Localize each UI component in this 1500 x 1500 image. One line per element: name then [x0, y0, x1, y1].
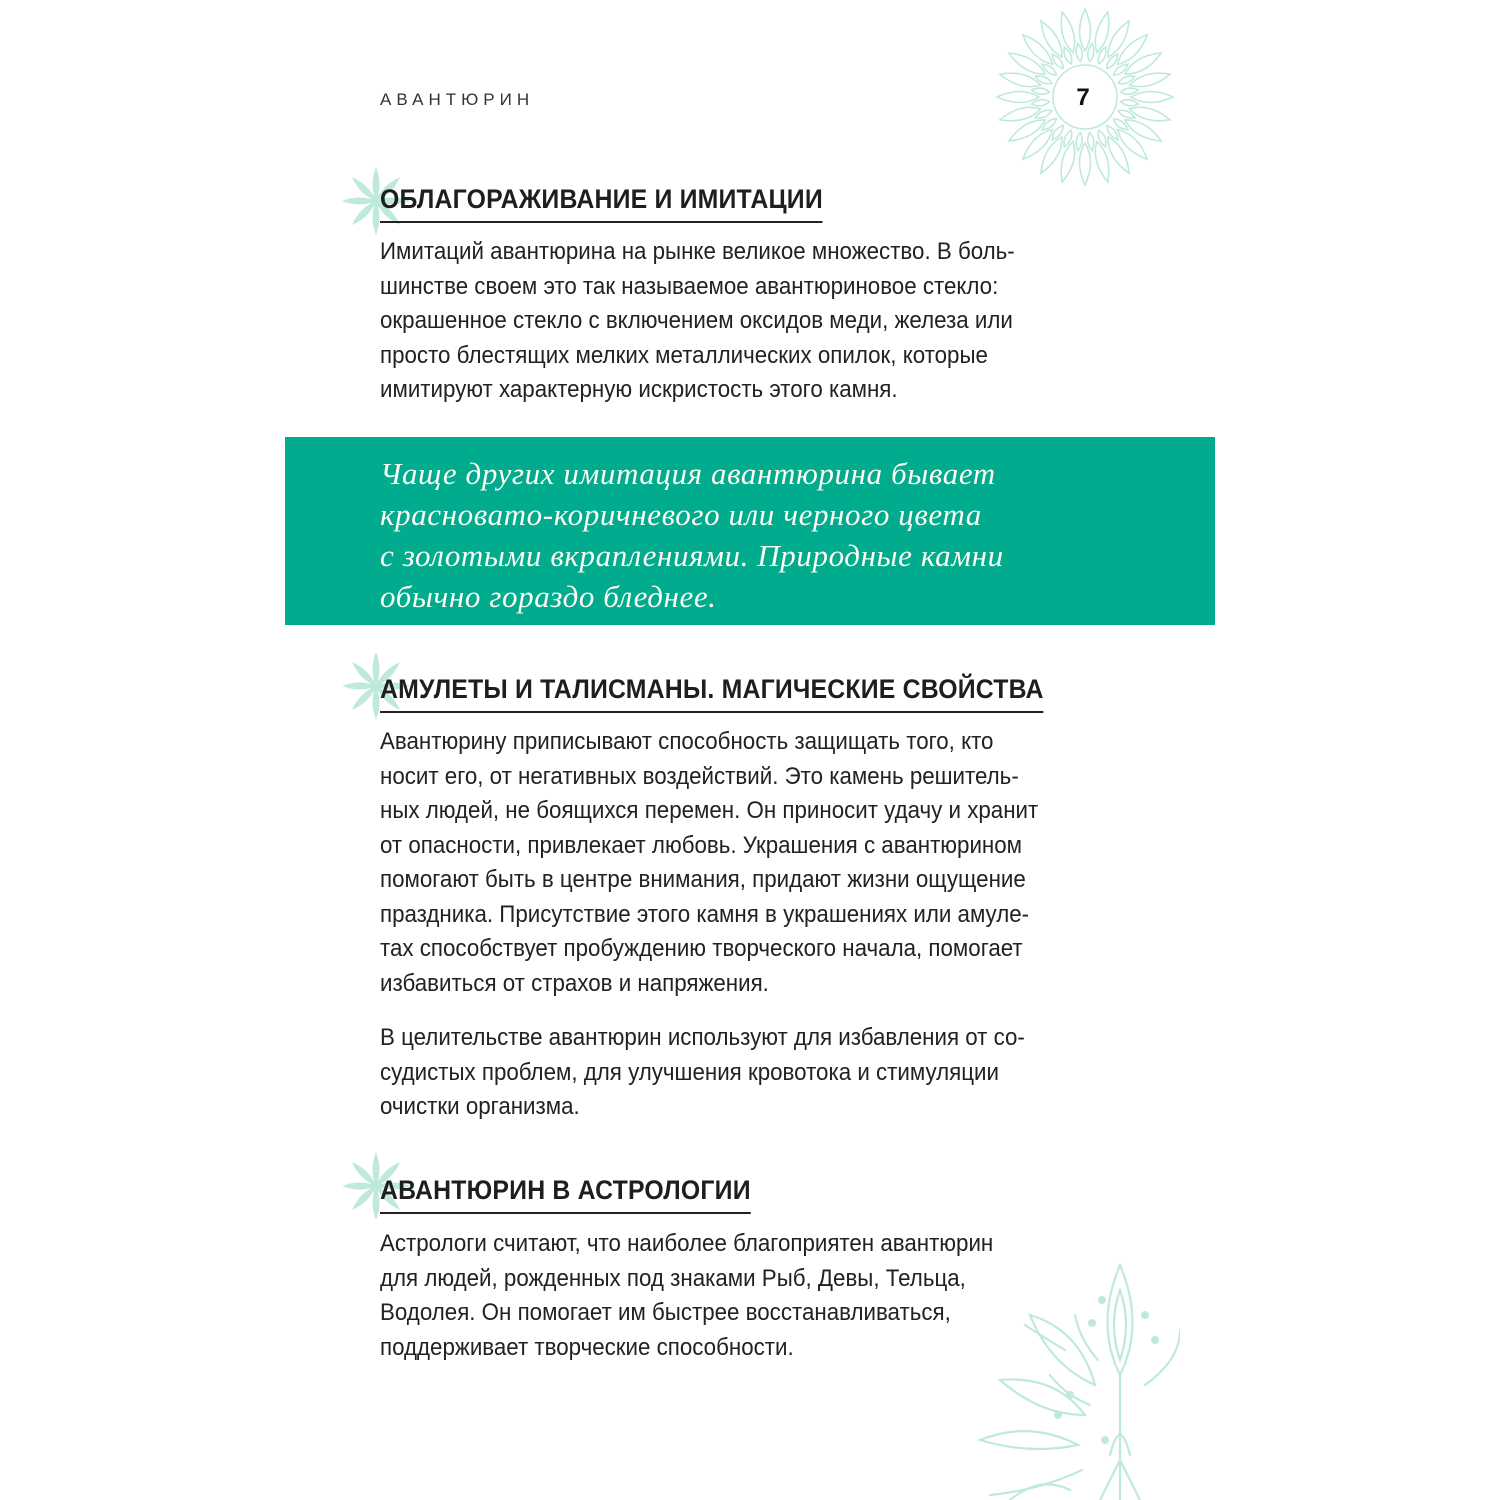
- page-number: 7: [1076, 84, 1090, 111]
- mandala-inner-petal: [1034, 74, 1053, 86]
- mandala-petal: [1080, 9, 1091, 51]
- mandala-petal: [999, 69, 1042, 90]
- mandala-inner-petal: [1096, 129, 1108, 148]
- mandala-petal: [1019, 31, 1056, 68]
- callout-line: красновато-коричневого или черного цвета: [380, 497, 982, 532]
- text-line: шинстве своем это так называемое авантюриновое стекло:: [380, 272, 999, 300]
- mandala-inner-petal: [1117, 108, 1136, 120]
- mandala-petal: [997, 92, 1039, 103]
- callout-line: с золотыми вкраплениями. Природные камни: [380, 538, 1004, 573]
- mandala-petal: [1057, 140, 1078, 183]
- section-title-amulets: АМУЛЕТЫ И ТАЛИСМАНЫ. МАГИЧЕСКИЕ СВОЙСТВА: [380, 674, 1044, 713]
- text-line: ных людей, не боящихся перемен. Он приносит удачу и хранит: [380, 797, 1039, 824]
- text-line: Имитаций авантюрина на рынке великое множество. В боль-: [380, 238, 1015, 265]
- mandala-petal: [1131, 92, 1173, 103]
- paragraph-amulets: [380, 725, 1087, 1001]
- text-line: Водолея. Он помогает им быстрее восстанавливаться,: [380, 1299, 951, 1326]
- mandala-petal: [999, 104, 1042, 125]
- text-line: очистки организма.: [380, 1093, 580, 1120]
- text-line: тах способствует пробуждению творческого начала, помогает: [380, 935, 1023, 962]
- mandala-petal: [1019, 126, 1056, 163]
- text-line: носит его, от негативных воздействий. Это камень решитель-: [380, 762, 1019, 790]
- mandala-petal: [1128, 69, 1171, 90]
- section-title-imitations: ОБЛАГОРАЖИВАНИЕ И ИМИТАЦИИ: [380, 184, 823, 223]
- text-line: праздника. Присутствие этого камня в украшениях или амуле-: [380, 900, 1030, 928]
- text-line: для людей, рожденных под знаками Рыб, Девы, Тельца,: [380, 1264, 966, 1292]
- text-line: судистых проблем, для улучшения кровотока и стимуляции: [380, 1058, 999, 1086]
- mandala-inner-petal: [1062, 129, 1074, 148]
- text-line: Авантюрину приписывают способность защищать того, кто: [380, 728, 994, 755]
- text-line: от опасности, привлекает любовь. Украшения с авантюрином: [380, 831, 1023, 859]
- callout-box: [285, 437, 1215, 625]
- running-title: АВАНТЮРИН: [380, 90, 535, 109]
- callout-line: Чаще других имитация авантюрина бывает: [380, 456, 996, 491]
- callout-line: обычно гораздо бледнее.: [380, 579, 717, 614]
- mandala-petal: [1092, 11, 1113, 54]
- callout-text: [380, 453, 1004, 617]
- mandala-inner-petal: [1062, 46, 1074, 65]
- text-line: имитируют характерную искристость этого камня.: [380, 376, 898, 403]
- floral-ornament-icon: [970, 1255, 1180, 1500]
- mandala-petal: [1080, 143, 1091, 185]
- text-line: В целительстве авантюрин используют для избавления от со-: [380, 1024, 1025, 1051]
- paragraph-healing: [380, 1021, 1087, 1125]
- mandala-inner-petal: [1034, 108, 1053, 120]
- mandala-petal: [1092, 140, 1113, 183]
- section-title-astrology: АВАНТЮРИН В АСТРОЛОГИИ: [380, 1175, 751, 1214]
- text-line: поддерживает творческие способности.: [380, 1333, 794, 1361]
- mandala-inner-petal: [1096, 46, 1108, 65]
- text-line: просто блестящих мелких металлических опилок, которые: [380, 341, 988, 369]
- text-line: помогают быть в центре внимания, придают жизни ощущение: [380, 866, 1026, 893]
- mandala-petal: [1114, 31, 1151, 68]
- text-line: избавиться от страхов и напряжения.: [380, 969, 769, 997]
- mandala-inner-petal: [1117, 74, 1136, 86]
- mandala-petal: [1128, 104, 1171, 125]
- mandala-petal: [1057, 11, 1078, 54]
- text-line: Астрологи считают, что наиболее благоприятен авантюрин: [380, 1230, 994, 1257]
- text-line: окрашенное стекло с включением оксидов меди, железа или: [380, 307, 1013, 334]
- mandala-petal: [1114, 126, 1151, 163]
- paragraph-imitations: [380, 235, 1087, 408]
